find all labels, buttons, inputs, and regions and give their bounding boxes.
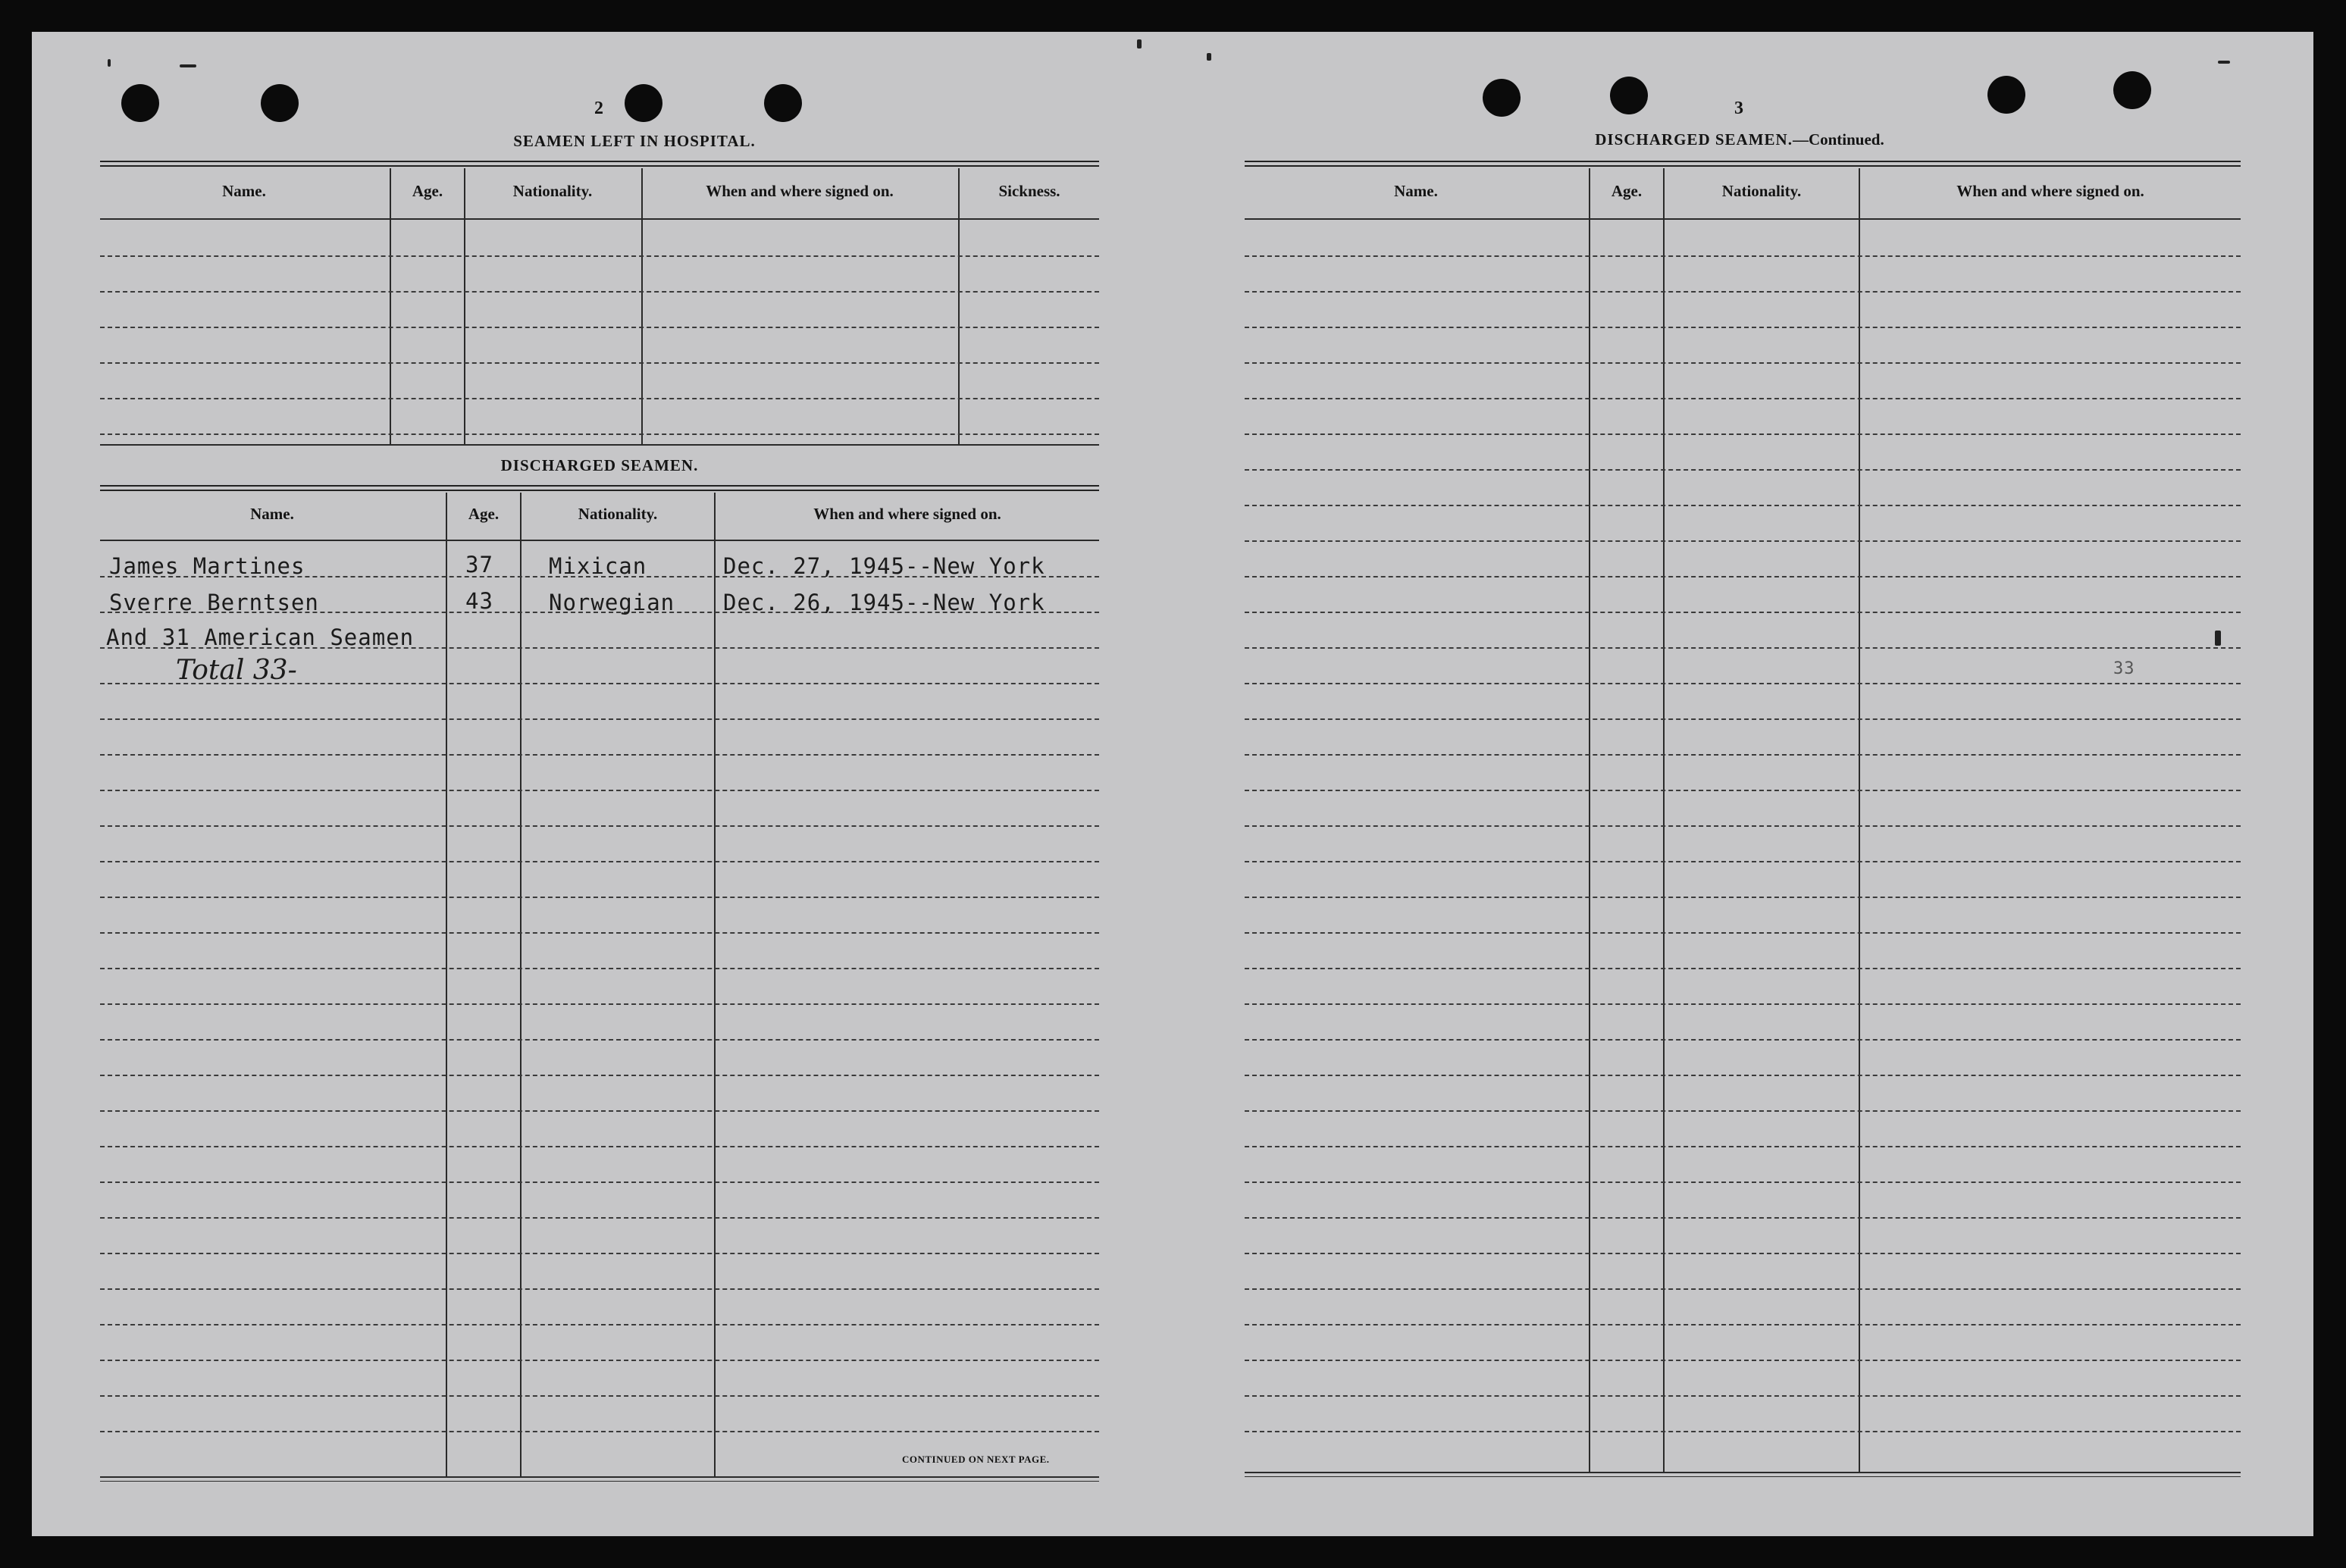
rule [1245, 161, 2241, 162]
row-rule [100, 1431, 1099, 1432]
col-divider [1663, 168, 1665, 1472]
margin-mark: 33 [2113, 659, 2135, 678]
row-rule [100, 398, 1099, 399]
hospital-header-nationality: Nationality. [512, 182, 593, 200]
page-number-left: 2 [594, 99, 603, 118]
hospital-header-age: Age. [412, 182, 443, 200]
col-divider [958, 168, 960, 444]
row-rule [100, 1039, 1099, 1041]
rule [100, 165, 1099, 167]
rule [100, 485, 1099, 487]
row-rule [100, 968, 1099, 969]
row-rule [1245, 1146, 2241, 1147]
row1-signed-on: Dec. 27, 1945--New York [723, 553, 1045, 579]
speck [1137, 39, 1142, 49]
row1-nationality: Mixican [549, 553, 647, 579]
row-rule [100, 861, 1099, 862]
bottom-rule [100, 1481, 1099, 1482]
row2-nationality: Norwegian [549, 590, 675, 615]
row-rule [1245, 754, 2241, 756]
col-divider [714, 493, 716, 1476]
row-rule [1245, 1395, 2241, 1397]
row-rule [1245, 718, 2241, 720]
right-header-nationality: Nationality. [1721, 182, 1802, 200]
row-rule [100, 1360, 1099, 1361]
discharged-header-nationality: Nationality. [578, 505, 658, 523]
bottom-rule [1245, 1476, 2241, 1477]
punch-hole [261, 84, 299, 122]
row-rule [100, 825, 1099, 827]
col-divider [446, 493, 447, 1476]
discharged-header-age: Age. [468, 505, 500, 523]
row1-age: 37 [465, 552, 493, 577]
row-rule [100, 790, 1099, 791]
row-rule [100, 362, 1099, 364]
row-rule [1245, 1360, 2241, 1361]
row-rule [100, 255, 1099, 257]
row-rule [1245, 291, 2241, 293]
row2-name: Sverre Berntsen [109, 590, 319, 615]
speck [1207, 53, 1211, 61]
col-divider [1589, 168, 1590, 1472]
hospital-section-title: SEAMEN LEFT IN HOSPITAL. [513, 132, 756, 150]
row-rule [100, 718, 1099, 720]
row-rule [100, 1075, 1099, 1076]
punch-hole [121, 84, 159, 122]
row-rule [1245, 505, 2241, 506]
row-rule [1245, 790, 2241, 791]
page-number-right: 3 [1734, 99, 1743, 118]
row-rule [1245, 255, 2241, 257]
punch-hole [625, 84, 662, 122]
row-rule [100, 1253, 1099, 1254]
col-divider [1859, 168, 1860, 1472]
row-rule [1245, 932, 2241, 934]
row2-signed-on: Dec. 26, 1945--New York [723, 590, 1045, 615]
row-rule [100, 897, 1099, 898]
right-header-age: Age. [1611, 182, 1643, 200]
punch-hole [2113, 71, 2151, 109]
row-rule [100, 1003, 1099, 1005]
discharged-header-signed-on: When and where signed on. [813, 505, 1001, 523]
bottom-rule [100, 1476, 1099, 1478]
row-rule [1245, 540, 2241, 542]
row-rule [1245, 1431, 2241, 1432]
punch-hole [1610, 77, 1648, 114]
row-rule [100, 327, 1099, 328]
row-rule [1245, 825, 2241, 827]
speck [180, 64, 196, 67]
row-rule [100, 1110, 1099, 1112]
handwritten-total: Total 33- [176, 655, 297, 686]
row-rule [1245, 1003, 2241, 1005]
row-rule [1245, 398, 2241, 399]
row-rule [1245, 1288, 2241, 1290]
speck [108, 59, 111, 67]
right-header-name: Name. [1394, 182, 1438, 200]
discharged-header-name: Name. [250, 505, 294, 523]
row-rule [1245, 1039, 2241, 1041]
hospital-header-signed-on: When and where signed on. [706, 182, 894, 200]
speck [2218, 61, 2230, 64]
row-rule [1245, 647, 2241, 649]
right-section-title [1245, 130, 2235, 149]
row-rule [100, 754, 1099, 756]
row-rule [1245, 1075, 2241, 1076]
row-rule [1245, 327, 2241, 328]
ledger-sheet [32, 32, 2313, 1536]
row-rule [1245, 1110, 2241, 1112]
col-divider [641, 168, 643, 444]
punch-hole [1483, 79, 1521, 117]
row-rule [1245, 1253, 2241, 1254]
continued-footer: CONTINUED ON NEXT PAGE. [902, 1454, 1050, 1465]
row-rule [1245, 1217, 2241, 1219]
row-rule [100, 291, 1099, 293]
right-title-suffix: —Continued. [1792, 130, 1884, 149]
row-rule [1245, 897, 2241, 898]
hospital-header-name: Name. [222, 182, 266, 200]
row-rule [1245, 362, 2241, 364]
row-rule [100, 1181, 1099, 1183]
rule [100, 444, 1099, 446]
row-rule [100, 1146, 1099, 1147]
row-rule [1245, 968, 2241, 969]
row-rule [1245, 1181, 2241, 1183]
row-rule [1245, 1324, 2241, 1325]
rule [100, 490, 1099, 491]
row-rule [1245, 861, 2241, 862]
right-title-main: DISCHARGED SEAMEN. [1595, 130, 1793, 149]
punch-hole [1987, 76, 2025, 114]
row-rule [1245, 576, 2241, 577]
discharged-section-title: DISCHARGED SEAMEN. [500, 456, 699, 474]
hospital-header-sickness: Sickness. [998, 182, 1060, 200]
col-divider [464, 168, 465, 444]
header-rule [100, 540, 1099, 541]
rule [100, 161, 1099, 162]
row-rule [100, 932, 1099, 934]
speck [2215, 631, 2221, 646]
row-rule [100, 1288, 1099, 1290]
row2-age: 43 [465, 588, 493, 614]
row-rule [1245, 433, 2241, 435]
bottom-rule [1245, 1472, 2241, 1473]
row-rule [100, 1324, 1099, 1325]
row-rule [1245, 612, 2241, 613]
header-rule [100, 218, 1099, 220]
col-divider [520, 493, 522, 1476]
row3-name: And 31 American Seamen [106, 624, 415, 650]
right-header-signed-on: When and where signed on. [1956, 182, 2144, 200]
punch-hole [764, 84, 802, 122]
rule [1245, 165, 2241, 167]
row-rule [100, 1395, 1099, 1397]
header-rule [1245, 218, 2241, 220]
row-rule [1245, 683, 2241, 684]
col-divider [390, 168, 391, 444]
row1-name: James Martines [109, 553, 305, 579]
row-rule [100, 1217, 1099, 1219]
row-rule [100, 433, 1099, 435]
row-rule [1245, 469, 2241, 471]
